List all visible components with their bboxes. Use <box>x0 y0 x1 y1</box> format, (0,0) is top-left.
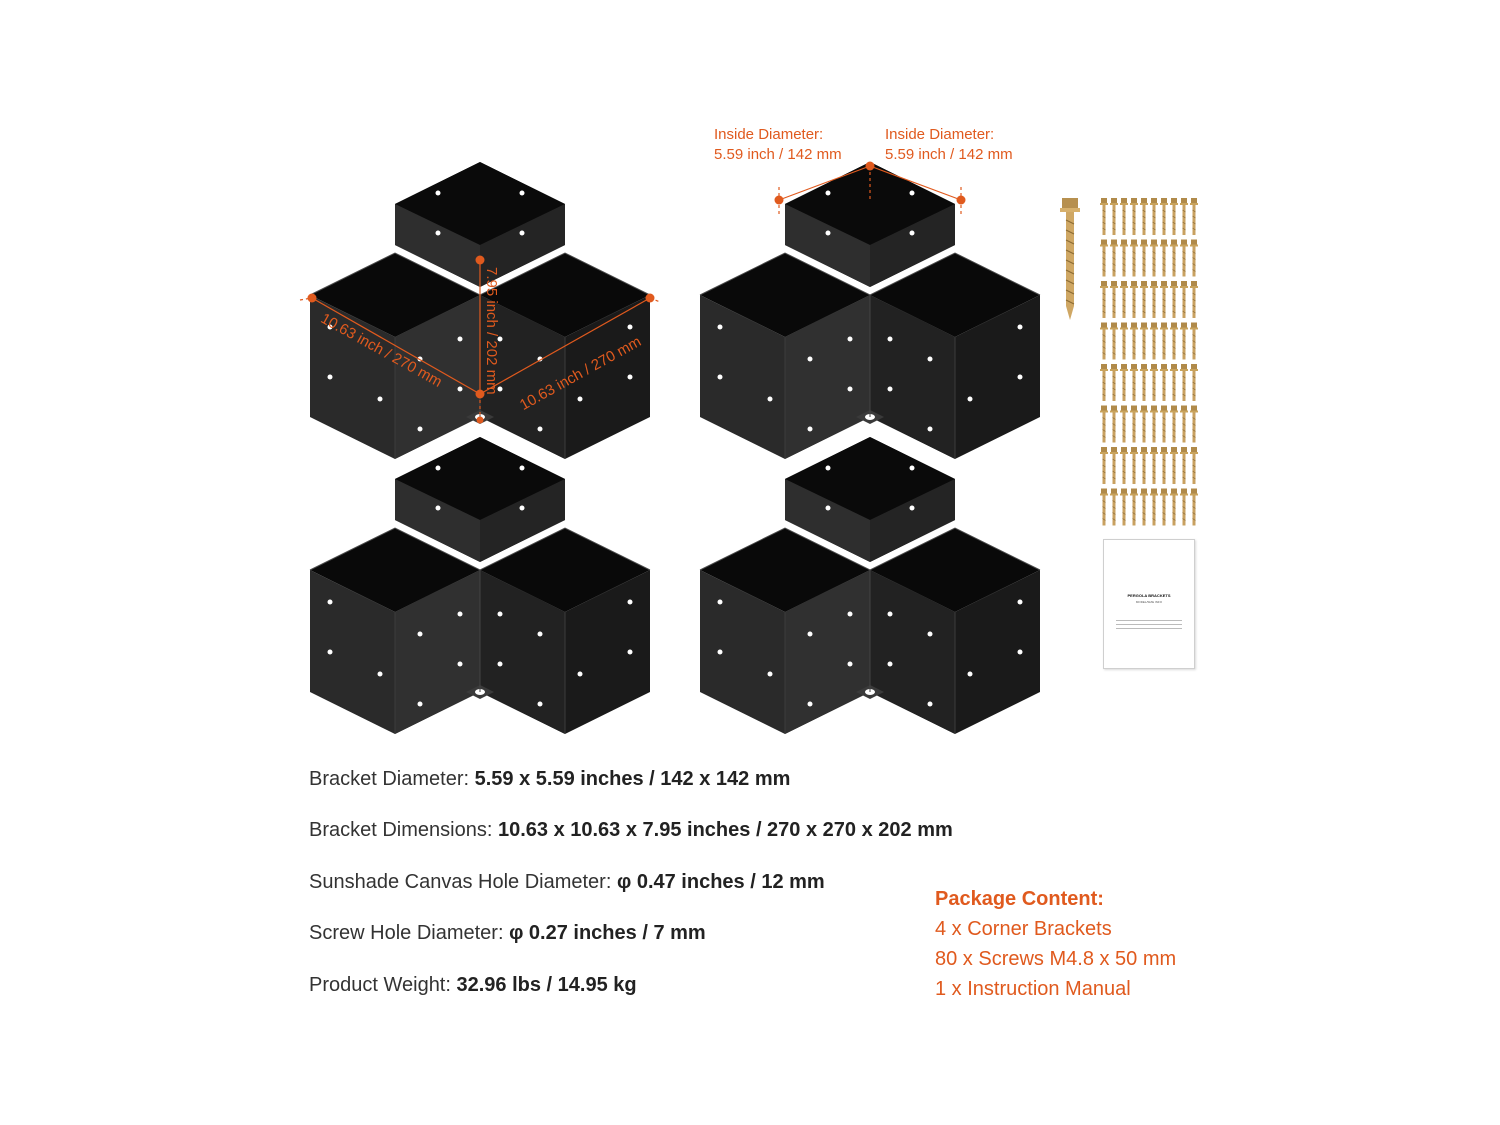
screw <box>1180 198 1188 235</box>
screw <box>1170 240 1178 277</box>
screw <box>1140 489 1148 526</box>
screw <box>1180 281 1188 318</box>
screw <box>1140 447 1148 484</box>
screw <box>1180 447 1188 484</box>
screw <box>1100 240 1108 277</box>
screw <box>1190 323 1198 360</box>
screw <box>1150 406 1158 443</box>
inside-diameter-right-label: Inside Diameter: <box>885 126 995 143</box>
screw <box>1140 406 1148 443</box>
screw <box>1100 406 1108 443</box>
screw <box>1100 447 1108 484</box>
screw <box>1140 323 1148 360</box>
screw <box>1170 406 1178 443</box>
instruction-manual <box>1103 539 1195 669</box>
screw <box>1160 240 1168 277</box>
screw <box>1120 281 1128 318</box>
screw <box>1120 406 1128 443</box>
screw <box>1110 447 1118 484</box>
inside-diameter-left-label: Inside Diameter: <box>714 126 824 143</box>
screw <box>1170 447 1178 484</box>
screw <box>1160 323 1168 360</box>
screw <box>1110 240 1118 277</box>
inside-diameter-right-value: 5.59 inch / 142 mm <box>885 146 1013 163</box>
screw <box>1170 198 1178 235</box>
screw <box>1160 364 1168 401</box>
screw <box>1190 240 1198 277</box>
screw <box>1110 364 1118 401</box>
screw <box>1180 240 1188 277</box>
screw <box>1130 406 1138 443</box>
spec-bracket-dimensions: Bracket Dimensions: 10.63 x 10.63 x 7.95 inches / 270 x 270 x 202 mm <box>309 819 953 841</box>
spec-product-weight: Product Weight: 32.96 lbs / 14.95 kg <box>309 974 637 996</box>
screw <box>1150 198 1158 235</box>
screw <box>1170 281 1178 318</box>
package-item: 80 x Screws M4.8 x 50 mm <box>935 948 1177 970</box>
screw <box>1130 281 1138 318</box>
screw <box>1170 323 1178 360</box>
screw <box>1150 281 1158 318</box>
screw <box>1110 489 1118 526</box>
screw <box>1140 240 1148 277</box>
screw <box>1190 364 1198 401</box>
package-title: Package Content: <box>935 888 1104 910</box>
inside-diameter-left-value: 5.59 inch / 142 mm <box>714 146 842 163</box>
screw <box>1120 447 1128 484</box>
screw <box>1170 489 1178 526</box>
screw <box>1120 198 1128 235</box>
inside-diameter-left <box>714 125 842 165</box>
bracket-top-right <box>700 162 1040 459</box>
bracket-bottom-left <box>310 437 650 734</box>
height-label: 7.95 inch / 202 mm <box>483 267 500 395</box>
screw <box>1150 364 1158 401</box>
screw <box>1130 447 1138 484</box>
screw <box>1130 364 1138 401</box>
spec-canvas-hole: Sunshade Canvas Hole Diameter: φ 0.47 inches / 12 mm <box>309 871 825 893</box>
bracket-bottom-right <box>700 437 1040 734</box>
screw <box>1100 323 1108 360</box>
screw <box>1180 364 1188 401</box>
manual-subtitle: MODEL/SIZE INFO <box>1135 600 1163 604</box>
package-item: 1 x Instruction Manual <box>935 978 1131 1000</box>
screw <box>1150 489 1158 526</box>
spec-bracket-diameter: Bracket Diameter: 5.59 x 5.59 inches / 142 x 142 mm <box>309 768 791 790</box>
screw <box>1140 364 1148 401</box>
screw <box>1170 364 1178 401</box>
screw <box>1120 240 1128 277</box>
screw <box>1130 323 1138 360</box>
screw <box>1120 323 1128 360</box>
screw <box>1160 447 1168 484</box>
screw <box>1110 281 1118 318</box>
screw <box>1180 406 1188 443</box>
width-left-label: 10.63 inch / 270 mm <box>317 310 445 391</box>
screw <box>1130 198 1138 235</box>
screw <box>1110 406 1118 443</box>
width-right-label: 10.63 inch / 270 mm <box>517 333 645 414</box>
screw <box>1100 198 1108 235</box>
screw <box>1120 364 1128 401</box>
screw <box>1100 364 1108 401</box>
screw <box>1130 489 1138 526</box>
screw <box>1150 323 1158 360</box>
screw-large <box>1060 198 1080 320</box>
spec-screw-hole: Screw Hole Diameter: φ 0.27 inches / 7 mm <box>309 922 706 944</box>
screw <box>1180 489 1188 526</box>
screw <box>1160 489 1168 526</box>
package-item: 4 x Corner Brackets <box>935 918 1112 940</box>
screw-grid <box>1100 198 1198 526</box>
manual-title: PERGOLA BRACKETS <box>1127 593 1171 598</box>
screw <box>1100 489 1108 526</box>
screw <box>1190 281 1198 318</box>
screw <box>1190 198 1198 235</box>
screw <box>1110 323 1118 360</box>
screw <box>1130 240 1138 277</box>
screw <box>1110 198 1118 235</box>
screw <box>1160 406 1168 443</box>
screw <box>1100 281 1108 318</box>
screw <box>1190 489 1198 526</box>
screw <box>1190 406 1198 443</box>
screw <box>1190 447 1198 484</box>
screw <box>1140 198 1148 235</box>
screw <box>1180 323 1188 360</box>
screw <box>1120 489 1128 526</box>
screw <box>1150 447 1158 484</box>
inside-diameter-right <box>885 125 1013 165</box>
screw <box>1140 281 1148 318</box>
screw <box>1150 240 1158 277</box>
screw <box>1160 281 1168 318</box>
screw <box>1160 198 1168 235</box>
